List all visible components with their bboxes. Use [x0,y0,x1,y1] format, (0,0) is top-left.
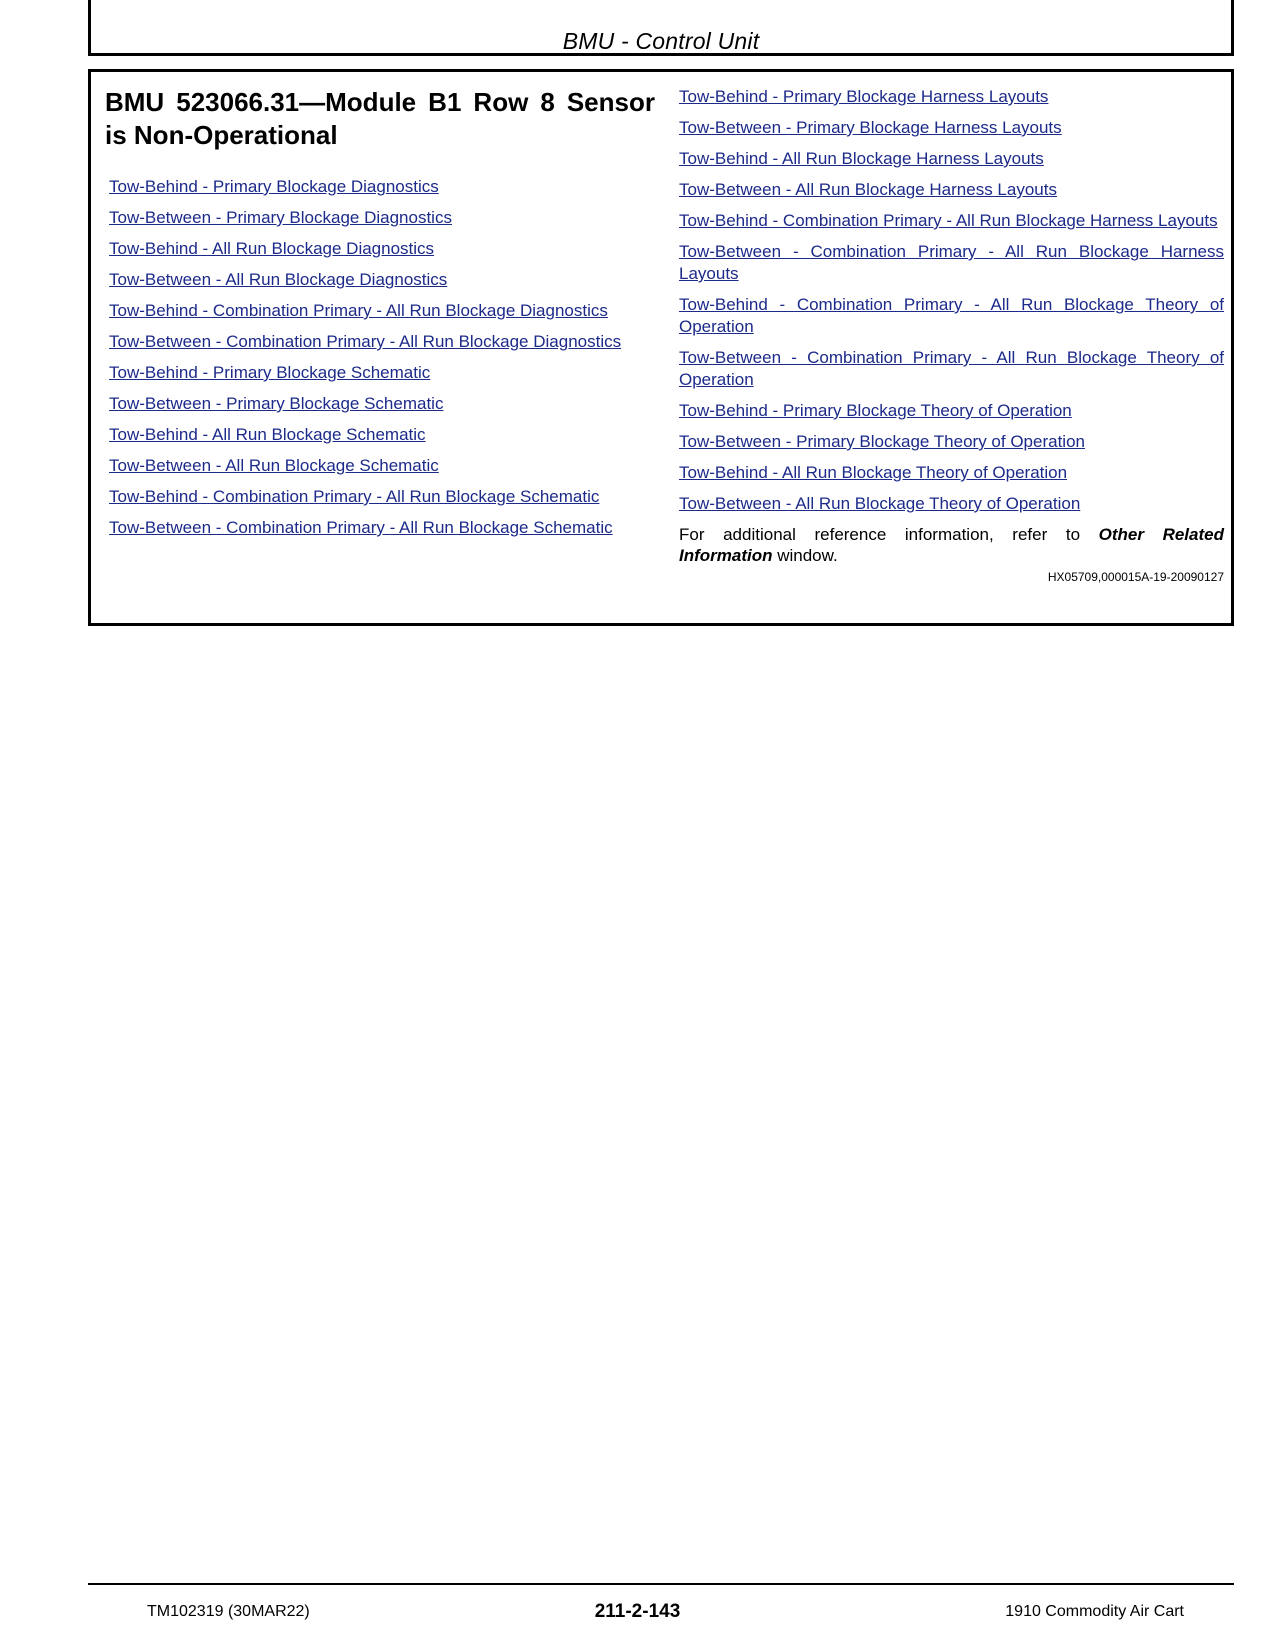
list-item [679,210,1224,232]
link-tow-between-combination-theory-of-operation[interactable]: Tow-Between - Combination Primary - All Run Blockage Theory of Operation [679,348,1224,389]
list-item [679,86,1224,108]
content-box [88,69,1234,626]
footer-product: 1910 Commodity Air Cart [1005,1603,1184,1620]
left-link-list [105,176,655,539]
list-item [109,517,655,539]
link-tow-behind-all-run-blockage-theory-of-operation[interactable]: Tow-Behind - All Run Blockage Theory of Operation [679,463,1068,482]
link-tow-behind-all-run-blockage-harness-layouts[interactable]: Tow-Behind - All Run Blockage Harness Layouts [679,149,1044,168]
link-tow-between-primary-blockage-harness-layouts[interactable]: Tow-Between - Primary Blockage Harness Layouts [679,118,1062,137]
list-item [109,269,655,291]
footer-doc-id: TM102319 (30MAR22) [147,1603,310,1620]
link-tow-behind-all-run-blockage-schematic[interactable]: Tow-Behind - All Run Blockage Schematic [109,425,426,444]
link-tow-between-primary-blockage-theory-of-operation[interactable]: Tow-Between - Primary Blockage Theory of Operation [679,432,1085,451]
note-prefix: For additional reference information, refer to [679,525,1099,544]
reference-note [679,524,1224,566]
list-item [109,486,655,508]
link-tow-behind-combination-harness-layouts[interactable]: Tow-Behind - Combination Primary - All Run Blockage Harness Layouts [679,211,1218,230]
link-tow-behind-primary-blockage-schematic[interactable]: Tow-Behind - Primary Blockage Schematic [109,363,431,382]
list-item [109,176,655,198]
list-item [109,362,655,384]
header-title: BMU - Control Unit [562,28,760,54]
link-tow-behind-combination-theory-of-operation[interactable]: Tow-Behind - Combination Primary - All Run Blockage Theory of Operation [679,295,1224,336]
left-column [105,86,655,548]
list-item [679,148,1224,170]
reference-code: HX05709,000015A-19-20090127 [1047,570,1224,584]
list-item [109,300,655,322]
link-tow-between-all-run-blockage-theory-of-operation[interactable]: Tow-Between - All Run Blockage Theory of Operation [679,494,1081,513]
list-item [679,117,1224,139]
list-item [679,179,1224,201]
list-item [679,294,1224,338]
footer-page-number: 211-2-143 [594,1601,681,1622]
right-column [679,86,1224,584]
note-suffix: window. [772,546,838,565]
link-tow-between-combination-harness-layouts[interactable]: Tow-Between - Combination Primary - All Run Blockage Harness Layouts [679,242,1224,283]
link-tow-behind-primary-blockage-theory-of-operation[interactable]: Tow-Behind - Primary Blockage Theory of Operation [679,401,1072,420]
list-item [679,347,1224,391]
link-tow-behind-combination-schematic[interactable]: Tow-Behind - Combination Primary - All Run Blockage Schematic [109,487,600,506]
note-emphasis: Other Related Information [679,525,1224,565]
link-tow-behind-all-run-blockage-diagnostics[interactable]: Tow-Behind - All Run Blockage Diagnostics [109,239,435,258]
link-tow-behind-combination-diagnostics[interactable]: Tow-Behind - Combination Primary - All Run Blockage Diagnostics [109,301,608,320]
list-item [109,238,655,260]
list-item [679,400,1224,422]
list-item [679,462,1224,484]
list-item [109,424,655,446]
list-item [109,455,655,477]
link-tow-behind-primary-blockage-diagnostics[interactable]: Tow-Behind - Primary Blockage Diagnostics [109,177,439,196]
link-tow-between-primary-blockage-diagnostics[interactable]: Tow-Between - Primary Blockage Diagnostics [109,208,452,227]
list-item [109,207,655,229]
link-tow-between-combination-schematic[interactable]: Tow-Between - Combination Primary - All Run Blockage Schematic [109,518,613,537]
link-tow-between-primary-blockage-schematic[interactable]: Tow-Between - Primary Blockage Schematic [109,394,444,413]
page-header [88,0,1234,56]
link-tow-behind-primary-blockage-harness-layouts[interactable]: Tow-Behind - Primary Blockage Harness Layouts [679,87,1049,106]
list-item [109,331,655,353]
list-item [109,393,655,415]
list-item [679,241,1224,285]
link-tow-between-all-run-blockage-harness-layouts[interactable]: Tow-Between - All Run Blockage Harness Layouts [679,180,1057,199]
list-item [679,431,1224,453]
link-tow-between-combination-diagnostics[interactable]: Tow-Between - Combination Primary - All Run Blockage Diagnostics [109,332,622,351]
right-link-list [679,86,1224,515]
link-tow-between-all-run-blockage-schematic[interactable]: Tow-Between - All Run Blockage Schematic [109,456,439,475]
link-tow-between-all-run-blockage-diagnostics[interactable]: Tow-Between - All Run Blockage Diagnostics [109,270,448,289]
footer-divider [88,1583,1234,1585]
list-item [679,493,1224,515]
section-title: BMU 523066.31—Module B1 Row 8 Sensor is Non-Operational [105,87,655,150]
